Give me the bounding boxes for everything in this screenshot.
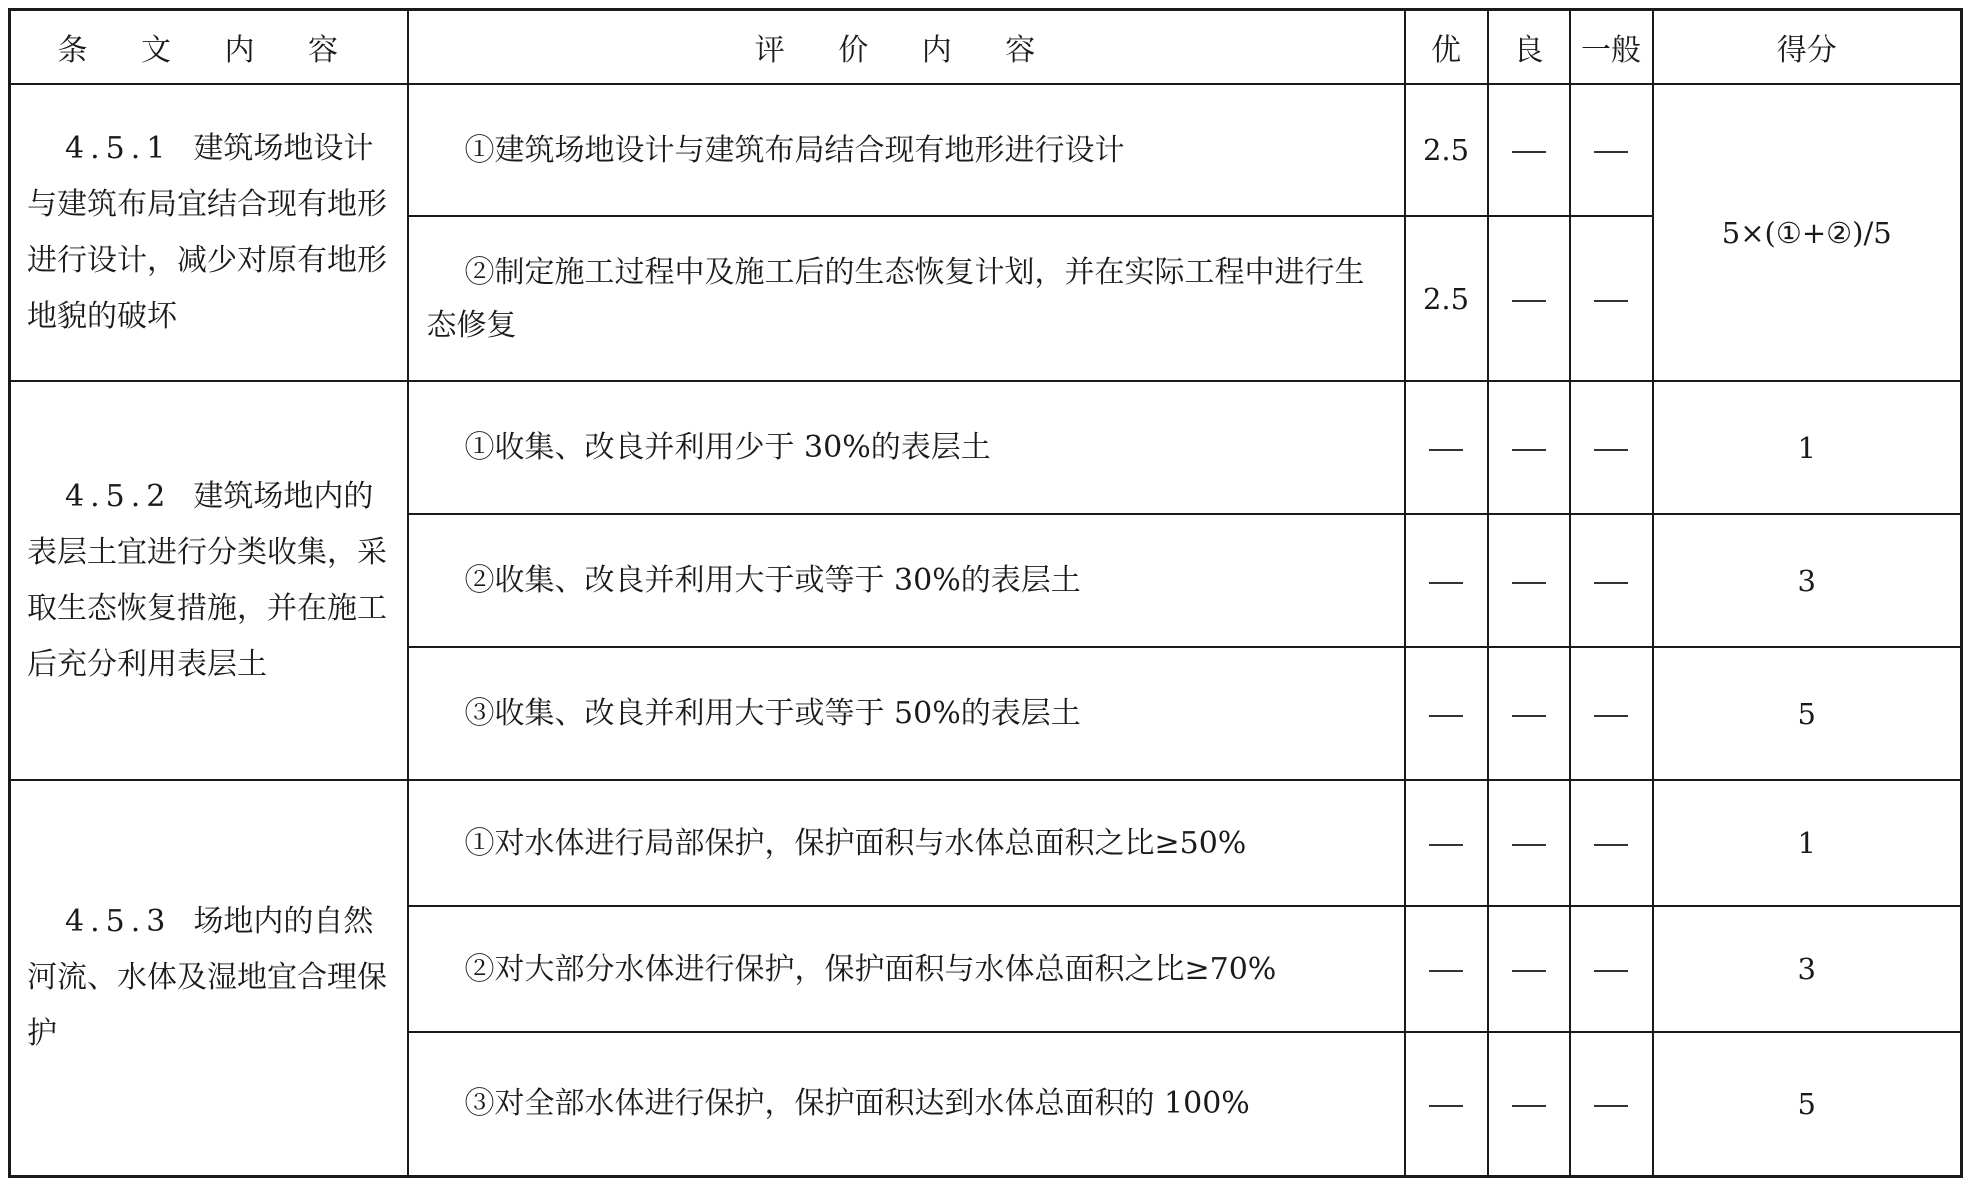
item-text: ①收集、改良并利用少于 30%的表层土 bbox=[408, 381, 1405, 514]
score-value: 5 bbox=[1653, 1032, 1962, 1176]
table-row bbox=[10, 780, 1962, 906]
good-value bbox=[1488, 216, 1570, 381]
header-general: 一般 bbox=[1570, 10, 1653, 85]
excellent-value bbox=[1405, 780, 1488, 906]
item-text: ①对水体进行局部保护，保护面积与水体总面积之比≥50% bbox=[408, 780, 1405, 906]
clause-number: 4.5.1 bbox=[65, 130, 172, 166]
clause-number: 4.5.3 bbox=[65, 903, 172, 939]
clause-text: 建筑场地内的表层土宜进行分类收集，采取生态恢复措施，并在施工后充分利用表层土 bbox=[27, 478, 387, 682]
general-value bbox=[1570, 906, 1653, 1032]
excellent-value bbox=[1405, 1032, 1488, 1176]
score-value: 5 bbox=[1653, 647, 1962, 780]
score-formula: 5×(①+②)/5 bbox=[1653, 84, 1962, 381]
header-good: 良 bbox=[1488, 10, 1570, 85]
item-text: ②对大部分水体进行保护，保护面积与水体总面积之比≥70% bbox=[408, 906, 1405, 1032]
good-value bbox=[1488, 647, 1570, 780]
header-clause: 条 文 内 容 bbox=[10, 10, 408, 85]
general-value bbox=[1570, 84, 1653, 216]
excellent-value bbox=[1405, 647, 1488, 780]
excellent-value bbox=[1405, 906, 1488, 1032]
general-value bbox=[1570, 647, 1653, 780]
general-value bbox=[1570, 780, 1653, 906]
excellent-value bbox=[1405, 381, 1488, 514]
header-row bbox=[10, 10, 1962, 85]
clause-cell-4-5-1 bbox=[10, 84, 408, 381]
clause-text: 场地内的自然河流、水体及湿地宜合理保护 bbox=[27, 903, 387, 1051]
general-value bbox=[1570, 1032, 1653, 1176]
score-value: 1 bbox=[1653, 381, 1962, 514]
good-value bbox=[1488, 84, 1570, 216]
item-text: ②制定施工过程中及施工后的生态恢复计划，并在实际工程中进行生态修复 bbox=[408, 216, 1405, 381]
item-text: ③收集、改良并利用大于或等于 50%的表层土 bbox=[408, 647, 1405, 780]
table-row bbox=[10, 381, 1962, 514]
header-excellent: 优 bbox=[1405, 10, 1488, 85]
score-value: 1 bbox=[1653, 780, 1962, 906]
excellent-value: 2.5 bbox=[1405, 84, 1488, 216]
header-content: 评 价 内 容 bbox=[408, 10, 1405, 85]
score-value: 3 bbox=[1653, 906, 1962, 1032]
item-text: ①建筑场地设计与建筑布局结合现有地形进行设计 bbox=[408, 84, 1405, 216]
score-value: 3 bbox=[1653, 514, 1962, 647]
good-value bbox=[1488, 1032, 1570, 1176]
good-value bbox=[1488, 381, 1570, 514]
excellent-value bbox=[1405, 514, 1488, 647]
clause-text: 建筑场地设计与建筑布局宜结合现有地形进行设计，减少对原有地形地貌的破坏 bbox=[27, 130, 387, 334]
good-value bbox=[1488, 906, 1570, 1032]
evaluation-table bbox=[8, 8, 1963, 1178]
general-value bbox=[1570, 216, 1653, 381]
item-text: ②收集、改良并利用大于或等于 30%的表层土 bbox=[408, 514, 1405, 647]
excellent-value: 2.5 bbox=[1405, 216, 1488, 381]
header-score: 得分 bbox=[1653, 10, 1962, 85]
good-value bbox=[1488, 514, 1570, 647]
clause-cell-4-5-3 bbox=[10, 780, 408, 1176]
clause-cell-4-5-2 bbox=[10, 381, 408, 780]
good-value bbox=[1488, 780, 1570, 906]
item-text: ③对全部水体进行保护，保护面积达到水体总面积的 100% bbox=[408, 1032, 1405, 1176]
general-value bbox=[1570, 514, 1653, 647]
clause-number: 4.5.2 bbox=[65, 478, 172, 514]
general-value bbox=[1570, 381, 1653, 514]
table-row bbox=[10, 84, 1962, 216]
